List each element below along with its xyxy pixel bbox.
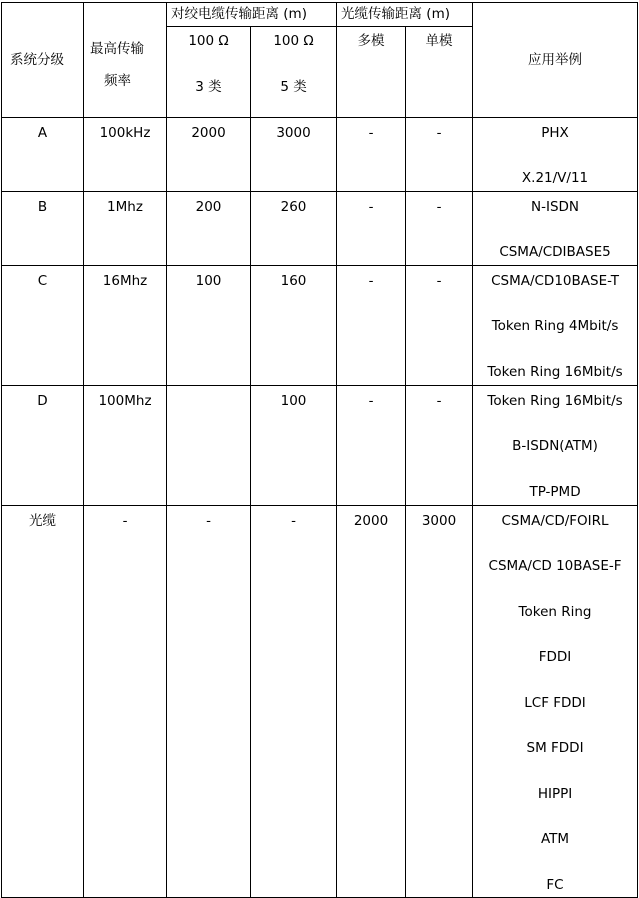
cell-cat5-distance: 100 [251,385,337,505]
header-cat5 [251,26,337,117]
cabling-system-table [1,2,638,898]
application-item: SM FDDI [526,740,584,756]
application-item: B-ISDN(ATM) [512,438,598,454]
application-item: LCF FDDI [524,694,586,711]
header-singlemode [406,26,473,117]
cell-cat3-distance: 2000 [167,117,251,191]
cell-cat5-distance: 260 [251,191,337,265]
cell-frequency: 16Mhz [84,265,167,385]
table-row [2,191,638,265]
cell-cat3-distance [167,385,251,505]
application-item: Token Ring 16Mbit/s [487,392,623,409]
cell-multimode-distance: - [337,265,406,385]
header-max-frequency [84,3,167,118]
cell-singlemode-distance: - [406,265,473,385]
header-multimode [337,26,406,117]
application-item: CSMA/CD 10BASE-F [488,558,622,574]
cell-applications [473,385,638,505]
cell-class: D [2,385,84,505]
application-item: ATM [540,831,570,847]
cell-cat3-distance: - [167,505,251,897]
application-item: Token Ring 16Mbit/s [487,363,623,380]
application-item: N-ISDN [531,198,580,215]
header-cat3-impedance: 100 Ω [188,32,229,49]
cell-cat5-distance: - [251,505,337,897]
table-row [2,117,638,191]
cell-cat3-distance: 200 [167,191,251,265]
header-multimode-label: 多模 [357,32,385,49]
header-row [2,3,638,27]
cell-class: A [2,117,84,191]
cell-multimode-distance: - [337,191,406,265]
cell-multimode-distance: 2000 [337,505,406,897]
header-system-class [2,3,84,118]
header-singlemode-label: 单模 [425,32,453,49]
header-fiber-distance: 光缆传输距离 (m) [337,3,473,27]
cell-singlemode-distance: - [406,117,473,191]
header-application: 应用举例 [473,3,638,118]
cell-class: 光缆 [2,505,84,897]
application-item: HIPPI [537,785,573,802]
application-item: CSMA/CD/FOIRL [501,512,609,529]
cell-singlemode-distance: - [406,385,473,505]
application-item: CSMA/CD10BASE-T [491,272,619,289]
cell-frequency: - [84,505,167,897]
cell-applications [473,191,638,265]
cell-applications [473,265,638,385]
header-max-frequency-line2: 频率 [104,72,131,89]
cell-frequency: 100kHz [84,117,167,191]
application-item: FC [546,876,564,893]
header-system-class-text: 系统分级 [10,51,64,68]
cell-class: B [2,191,84,265]
application-item: PHX [541,124,569,141]
application-item: Token Ring [518,603,592,620]
table-row [2,505,638,897]
cell-applications [473,117,638,191]
header-max-frequency-line1: 最高传输 [90,41,144,57]
header-twisted-pair-distance: 对绞电缆传输距离 (m) [167,3,337,27]
application-item: FDDI [538,649,572,665]
application-item: CSMA/CDIBASE5 [499,244,611,260]
header-cat3-label: 3 类 [195,79,222,95]
cell-cat5-distance: 3000 [251,117,337,191]
header-cat5-label: 5 类 [280,79,307,95]
header-cat5-impedance: 100 Ω [273,32,314,49]
cell-singlemode-distance: 3000 [406,505,473,897]
cell-singlemode-distance: - [406,191,473,265]
application-item: TP-PMD [529,483,581,500]
cell-frequency: 1Mhz [84,191,167,265]
cell-cat3-distance: 100 [167,265,251,385]
table-row [2,265,638,385]
table-row [2,385,638,505]
cell-frequency: 100Mhz [84,385,167,505]
cell-class: C [2,265,84,385]
header-cat3 [167,26,251,117]
cell-applications [473,505,638,897]
cell-multimode-distance: - [337,117,406,191]
cell-multimode-distance: - [337,385,406,505]
application-item: Token Ring 4Mbit/s [491,318,619,334]
application-item: X.21/V/11 [521,170,589,186]
cell-cat5-distance: 160 [251,265,337,385]
